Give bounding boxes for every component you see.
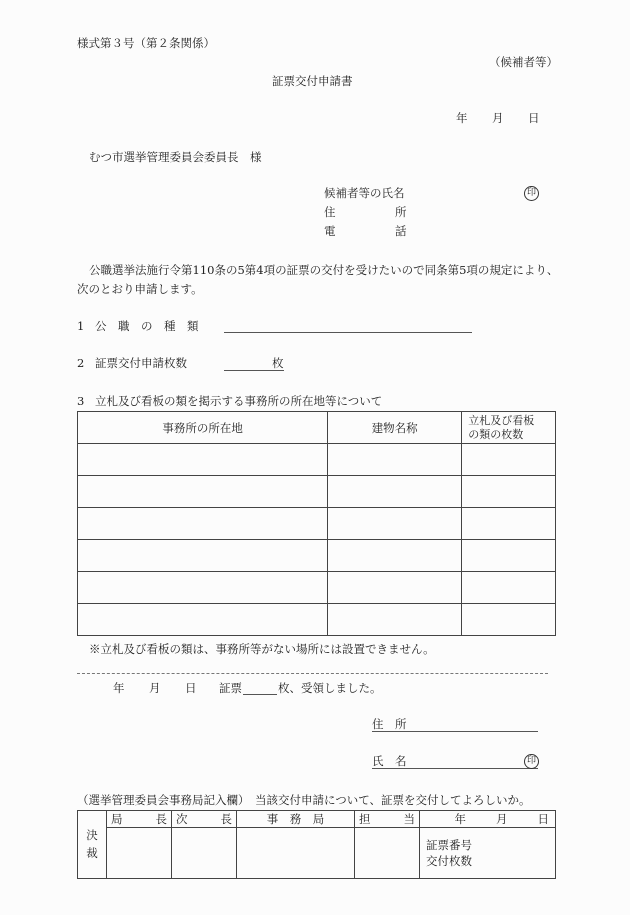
person-in-charge-a: 担 [359,812,371,826]
certificate-count-field[interactable] [224,370,284,371]
receipt-address-label: 住 所 [372,717,407,731]
person-in-charge-b: 当 [403,812,415,826]
table-row [78,444,556,476]
office-location-cell[interactable] [78,604,328,636]
office-section-label: （選挙管理委員会事務局記入欄） [77,793,250,807]
body-text-line-2: 次のとおり申請します。 [77,282,203,296]
table-row [78,476,556,508]
receipt-day: 日 [185,681,197,695]
approval-table [77,810,556,879]
decision-label-2: 裁 [86,845,98,860]
office-location-cell[interactable] [78,572,328,604]
bureau-chief-a: 局 [111,812,123,826]
bureau-chief-b: 長 [155,812,167,826]
addressee: むつ市選挙管理委員会委員長 様 [89,150,262,164]
cut-line-divider [77,673,548,674]
applicant-phone-label-2: 話 [395,224,407,238]
receipt-text-after: 枚、受領しました。 [278,681,382,695]
receipt-name-field[interactable] [372,768,538,769]
header-sign-count [462,412,556,444]
building-name-cell[interactable] [328,604,462,636]
seal-icon: 印 [524,754,539,769]
table-header-row [78,412,556,444]
item1-number: 1 [77,319,85,333]
sign-count-cell[interactable] [462,476,556,508]
header-bureau-chief [107,811,172,828]
applicant-address-label-2: 所 [395,205,407,219]
building-name-cell[interactable] [328,508,462,540]
document-title: 証票交付申請書 [272,74,353,88]
body-text-line-1: 公職選挙法施行令第110条の5第4項の証票の交付を受けたいので同条第5項の規定により、 [89,263,559,277]
decision-label [78,811,107,879]
note: ※立札及び看板の類は、事務所等がない場所には設置できません。 [89,642,435,656]
deputy-chief-stamp-cell[interactable] [172,828,237,879]
certificate-number-label: 証票番号 [426,837,472,852]
applicant-name-label: 候補者等の氏名 [324,186,405,200]
sign-count-cell[interactable] [462,604,556,636]
receipt-month: 月 [149,681,161,695]
building-name-cell[interactable] [328,572,462,604]
table-row [78,540,556,572]
seal-icon: 印 [524,186,539,201]
applicant-type: （候補者等） [489,55,558,69]
date-month: 月 [492,111,504,125]
header-sign-count-line1: 立札及び看板 [468,413,535,427]
sign-count-cell[interactable] [462,508,556,540]
office-location-cell[interactable] [78,476,328,508]
date-day: 日 [528,111,540,125]
item3-label: 立札及び看板の類を掲示する事務所の所在地等について [95,394,383,408]
office-location-cell[interactable] [78,540,328,572]
issued-count-label: 交付枚数 [426,854,472,868]
table-row [78,508,556,540]
bureau-chief-stamp-cell[interactable] [107,828,172,879]
header-building-name: 建物名称 [328,412,462,444]
approval-header-row [78,811,556,828]
header-secretariat: 事 務 局 [237,811,355,828]
header-person-in-charge [355,811,420,828]
certificate-info-cell[interactable] [420,828,556,879]
approval-day: 日 [537,812,549,826]
date-year: 年 [456,111,468,125]
item1-label: 公 職 の 種 類 [95,319,199,333]
header-sign-count-line2: の類の枚数 [468,427,524,441]
person-in-charge-stamp-cell[interactable] [355,828,420,879]
sign-count-cell[interactable] [462,572,556,604]
header-deputy-chief [172,811,237,828]
building-name-cell[interactable] [328,444,462,476]
applicant-address-label-1: 住 [324,205,336,219]
office-location-table [77,411,556,636]
deputy-chief-a: 次 [176,812,188,826]
approval-year: 年 [454,812,466,826]
table-row [78,604,556,636]
public-office-type-field[interactable] [224,332,472,333]
item2-number: 2 [77,356,85,370]
deputy-chief-b: 長 [220,812,232,826]
receipt-count-field[interactable] [243,694,277,695]
item2-unit: 枚 [272,356,284,370]
decision-label-1: 決 [86,828,98,843]
office-location-cell[interactable] [78,508,328,540]
sign-count-cell[interactable] [462,540,556,572]
office-section-question: 当該交付申請について、証票を交付してよろしいか。 [255,793,531,807]
applicant-phone-label-1: 電 [324,224,336,238]
building-name-cell[interactable] [328,540,462,572]
receipt-year: 年 [113,681,125,695]
office-location-cell[interactable] [78,444,328,476]
header-office-location: 事務所の所在地 [78,412,328,444]
receipt-text-before: 証票 [219,681,242,695]
form-number: 様式第３号（第２条関係） [77,36,215,50]
sign-count-cell[interactable] [462,444,556,476]
building-name-cell[interactable] [328,476,462,508]
table-row [78,572,556,604]
approval-date[interactable] [420,811,556,828]
secretariat-stamp-cell[interactable] [237,828,355,879]
receipt-address-field[interactable] [372,731,538,732]
approval-body-row [78,828,556,879]
approval-month: 月 [496,812,508,826]
item3-number: 3 [77,394,85,408]
receipt-name-label: 氏 名 [372,754,407,768]
item2-label: 証票交付申請枚数 [95,356,187,370]
